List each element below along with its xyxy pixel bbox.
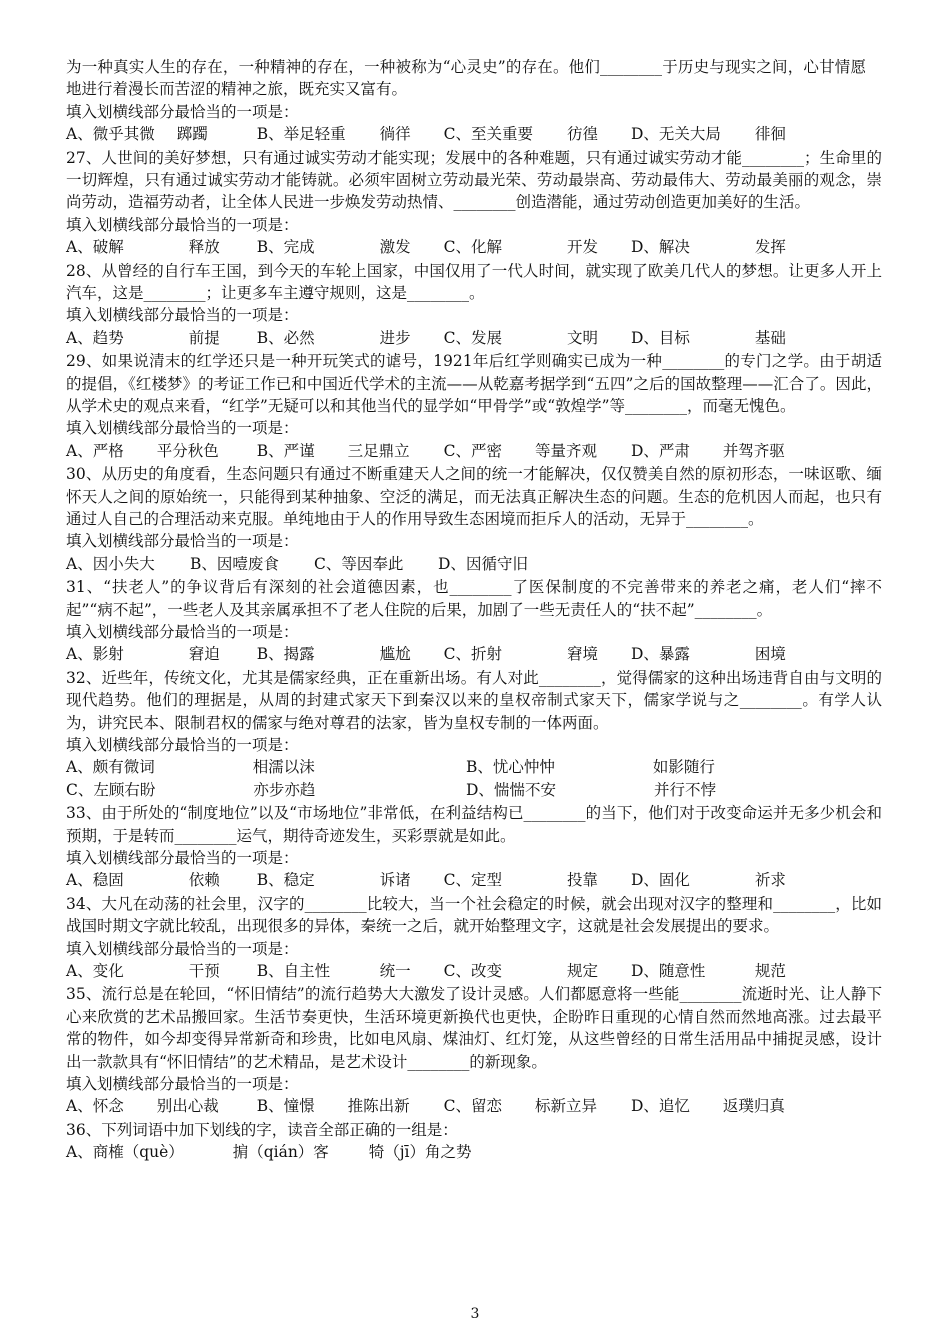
option-d[interactable]: D、因循守旧: [438, 554, 528, 573]
option-d[interactable]: D、严肃 并驾齐驱: [630, 441, 785, 460]
question-stem: 30、从历史的角度看，生态问题只有通过不断重建天人之间的统一才能解决，仅仅赞美自然的原初形态，一味讴歌、缅怀天人之间的原始统一，只能得到某种抽象、空泛的满足，而无法真正解决生态的问题。生态的危机因人而起，也只有通过人自己的合理活动来克服。单纯地由于人的作用导致生态困境而拒斥人的活动，无异于________。: [66, 465, 882, 528]
option-c[interactable]: C、定型 投靠: [443, 871, 598, 890]
options-row: [66, 756, 882, 778]
options-row: [66, 327, 882, 349]
option-d[interactable]: D、固化 祈求: [630, 871, 786, 890]
question-prompt: 填入划横线部分最恰当的一项是：: [66, 102, 299, 121]
option-c[interactable]: C、留恋 标新立异: [443, 1097, 597, 1116]
option-b[interactable]: B、举足轻重 徜徉: [256, 125, 411, 144]
question-prompt: 填入划横线部分最恰当的一项是：: [66, 736, 299, 754]
question-prompt: 填入划横线部分最恰当的一项是：: [66, 306, 299, 325]
option-c[interactable]: C、折射 窘境: [443, 645, 598, 664]
option-a[interactable]: A、变化 干预: [66, 961, 220, 980]
option-b[interactable]: B、揭露 尴尬: [256, 645, 411, 664]
option-c[interactable]: C、至关重要 彷徨: [443, 125, 598, 144]
option-a[interactable]: A、破解 释放: [66, 238, 220, 257]
options-row: [66, 779, 882, 801]
option-b[interactable]: B、 忧心忡忡 如影随行: [466, 758, 715, 777]
question-prompt: 填入划横线部分最恰当的一项是：: [66, 1074, 299, 1093]
options-row: [66, 643, 882, 665]
document-page: [66, 56, 882, 1164]
option-d[interactable]: D、目标 基础: [630, 328, 786, 347]
question-stem: 27、人世间的美好梦想，只有通过诚实劳动才能实现；发展中的各种难题，只有通过诚实劳动才能________；生命里的一切辉煌，只有通过诚实劳动才能铸就。必须牢固树立劳动最光荣、劳动最崇高、劳动最伟大、劳动最美丽的观念，崇尚劳动，造福劳动者，让全体人民进一步焕发劳动热情、________创造潜能，通过劳动创造更加美好的生活。: [66, 148, 882, 212]
question-stem: 36、下列词语中加下划线的字，读音全部正确的一组是：: [66, 1120, 458, 1139]
options-row: [66, 440, 882, 462]
question-stem: 35、流行总是在轮回，“怀旧情结”的流行趋势大大激发了设计灵感。人们都愿意将一些能________流逝时光、让人静下心来欣赏的艺术品搬回家。生活节奏更快，生活环境更新换代也更快，企盼昨日重现的心情自然而然地高涨。过去最平常的物件，如今却变得异常新奇和珍贵，比如电风扇、煤油灯、红灯笼，从这些曾经的日常生活用品中捕捉灵感，设计出一款款具有“怀旧情结”的艺术精品，是艺术设计________的新现象。: [66, 985, 882, 1071]
option-b[interactable]: B、自主性 统一: [256, 961, 411, 980]
option-d[interactable]: D、无关大局 徘徊: [630, 125, 786, 144]
options-row: [66, 960, 882, 982]
option-c[interactable]: C、等因奉此: [314, 554, 404, 573]
option-b[interactable]: B、严谨 三足鼎立: [256, 441, 410, 460]
option-a[interactable]: A、怀念 别出心裁: [66, 1097, 219, 1116]
question-stem: 34、大凡在动荡的社会里，汉字的________比较大，当一个社会稳定的时候，就会出现对汉字的整理和________，比如战国时期文字就比较乱，出现很多的异体，秦统一之后，就开始整理文字，这就是社会发展提出的要求。: [66, 894, 882, 936]
question-stem: 为一种真实人生的存在，一种精神的存在，一种被称为“心灵史”的存在。他们________于历史与现实之间，心甘情愿地进行着漫长而苦涩的精神之旅，既充实又富有。: [66, 58, 866, 99]
option-a[interactable]: A、严格 平分秋色: [66, 441, 219, 460]
option-b[interactable]: B、憧憬 推陈出新: [256, 1097, 410, 1116]
option-c[interactable]: C、改变 规定: [443, 961, 598, 980]
option-b[interactable]: B、必然 进步: [256, 328, 411, 347]
option-b[interactable]: B、完成 激发: [256, 238, 411, 257]
option-c[interactable]: C、发展 文明: [443, 328, 598, 347]
options-row: [66, 1095, 882, 1117]
option-a[interactable]: A、 颇有微词 相濡以沫: [66, 758, 315, 777]
question-stem: 32、近些年，传统文化，尤其是儒家经典，正在重新出场。有人对此________，觉得儒家的这种出场违背自由与文明的现代趋势。他们的理据是，从周的封建式家天下到秦汉以来的皇权帝制式家天下，儒家学说与之________。有学人认为，讲究民本、限制君权的儒家与绝对尊君的法家，皆为皇权专制的一体两面。: [66, 668, 882, 732]
question-prompt: 填入划横线部分最恰当的一项是：: [66, 215, 299, 234]
question-stem: 29、如果说清末的红学还只是一种开玩笑式的谑号，1921年后红学则确实已成为一种________的专门之学。由于胡适的提倡，《红楼梦》的考证工作已和中国近代学术的主流——从乾嘉考据学到“五四”之后的国故整理——汇合了。因此，从学术史的观点来看，“红学”无疑可以和其他当代的显学如“甲骨学”或“敦煌学”等________，而毫无愧色。: [66, 352, 882, 415]
option-a[interactable]: A、商榷（què） 掮（qián）客 犄（jī）角之势: [66, 1143, 472, 1162]
option-d[interactable]: D、随意性 规范: [630, 961, 786, 980]
question-stem: 31、“扶老人”的争议背后有深刻的社会道德因素，也________了医保制度的不完善带来的养老之痛，老人们“摔不起”“病不起”，一些老人及其亲属承担不了老人住院的后果，加剧了一些无责任人的“扶不起”________。: [66, 578, 882, 619]
option-d[interactable]: D、暴露 困境: [630, 645, 786, 664]
option-c[interactable]: C、 左顾右盼 亦步亦趋: [66, 780, 316, 799]
question-stem: 28、从曾经的自行车王国，到今天的车轮上国家，中国仅用了一代人时间，就实现了欧美几代人的梦想。让更多人开上汽车，这是________；让更多车主遵守规则，这是________。: [66, 261, 882, 302]
option-c[interactable]: C、严密 等量齐观: [443, 441, 597, 460]
options-row: [66, 869, 882, 891]
question-prompt: 填入划横线部分最恰当的一项是：: [66, 939, 299, 958]
options-row: [66, 123, 882, 145]
option-a[interactable]: A、稳固 依赖: [66, 871, 220, 890]
question-prompt: 填入划横线部分最恰当的一项是：: [66, 623, 299, 641]
question-prompt: 填入划横线部分最恰当的一项是：: [66, 532, 299, 551]
option-a[interactable]: A、微乎其微 踯躅: [66, 125, 208, 144]
option-d[interactable]: D、解决 发挥: [630, 238, 786, 257]
option-b[interactable]: B、稳定 诉诸: [256, 871, 411, 890]
option-a[interactable]: A、因小失大: [66, 554, 155, 573]
question-prompt: 填入划横线部分最恰当的一项是：: [66, 848, 299, 867]
option-b[interactable]: B、因噎废食: [190, 554, 279, 573]
option-d[interactable]: D、 惴惴不安 并行不悖: [466, 780, 716, 799]
option-a[interactable]: A、影射 窘迫: [66, 645, 220, 664]
option-d[interactable]: D、追忆 返璞归真: [630, 1097, 785, 1116]
question-stem: 33、由于所处的“制度地位”以及“市场地位”非常低，在利益结构已________的当下，他们对于改变命运并无多少机会和预期，于是转而________运气，期待奇迹发生，买彩票就是如此。: [66, 804, 882, 845]
question-prompt: 填入划横线部分最恰当的一项是：: [66, 419, 299, 438]
page-number: 3: [470, 1306, 480, 1322]
option-a[interactable]: A、趋势 前提: [66, 328, 220, 347]
options-row: [66, 553, 882, 575]
option-c[interactable]: C、化解 开发: [443, 238, 598, 257]
options-row: [66, 236, 882, 258]
